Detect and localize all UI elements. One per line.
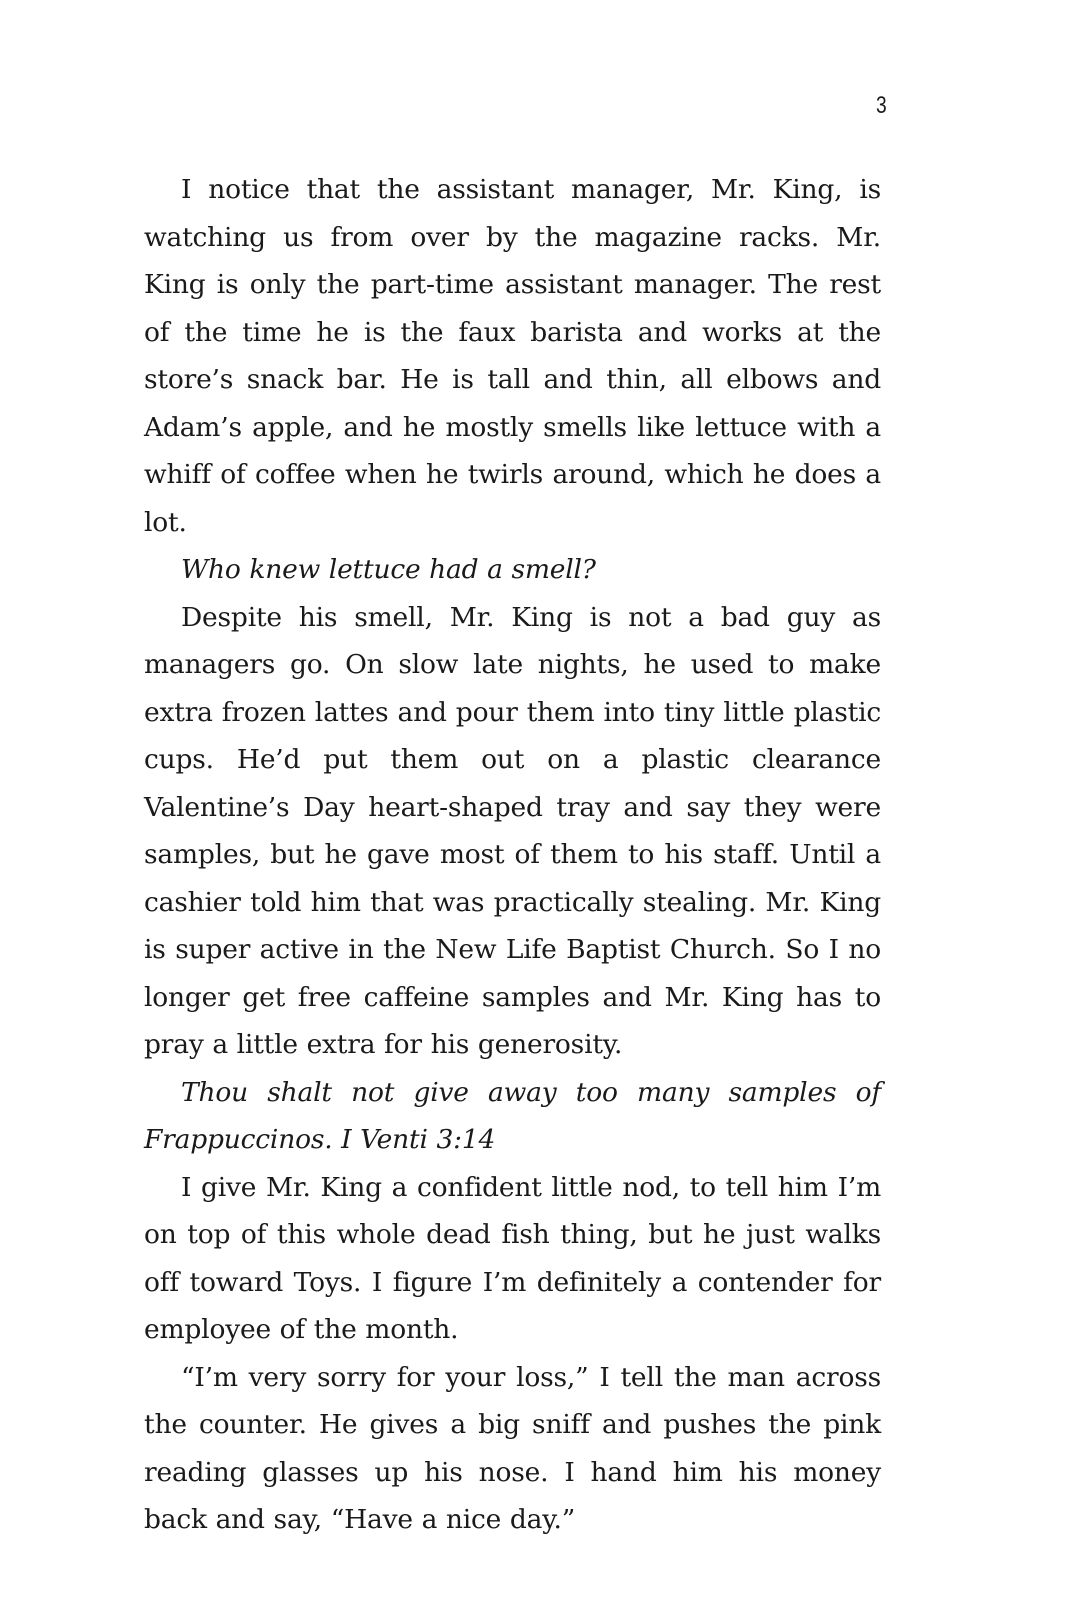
paragraph-italic: Who knew lettuce had a smell?: [181, 554, 596, 585]
body-text: [144, 166, 881, 1544]
paragraph-italic: Thou shalt not give away too many samples of Frappuccinos. I Venti 3:14: [144, 1076, 881, 1155]
page-number: 3: [876, 92, 887, 119]
paragraph: I give Mr. King a confident little nod, to tell him I’m on top of this whole dead fish thing, but he just walks off toward Toys. I figure I’m definitely a contender for employee of the month.: [144, 1171, 881, 1345]
paragraph: Despite his smell, Mr. King is not a bad guy as managers go. On slow late nights, he used to make extra frozen lattes and pour them into tiny little plastic cups. He’d put them out on a plastic clearance Valentine’s Day heart-shaped tray and say they were samples, but he gave most of them to his staff. Until a cashier told him that was practically stealing. Mr. King is super active in the New Life Baptist Church. So I no longer get free caffeine samples and Mr. King has to pray a little extra for his generosity.: [144, 601, 881, 1060]
paragraph: “I’m very sorry for your loss,” I tell the man across the counter. He gives a big sniff and pushes the pink reading glasses up his nose. I hand him his money back and say, “Have a nice day.”: [144, 1361, 881, 1535]
paragraph: I notice that the assistant manager, Mr. King, is watching us from over by the magazine racks. Mr. King is only the part-time assistant manager. The rest of the time he is the faux barista and works at the store’s snack bar. He is tall and thin, all elbows and Adam’s apple, and he mostly smells like lettuce with a whiff of coffee when he twirls around, which he does a lot.: [144, 174, 881, 538]
